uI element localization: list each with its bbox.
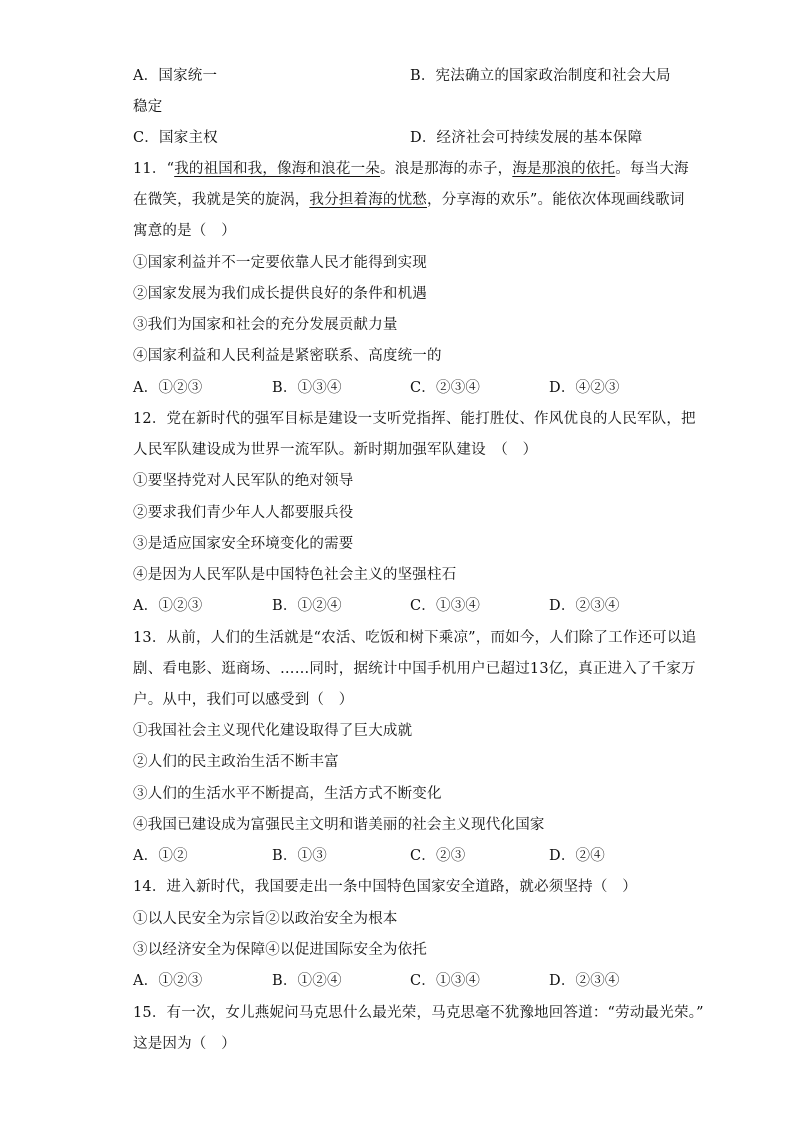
q13-statement-1: ①我国社会主义现代化建设取得了巨大成就 [133,723,413,739]
q11-stem-line3: 寓意的是（ ） [133,223,236,239]
q12-stem-line2: 人民军队建设成为世界一流军队。新时期加强军队建设 （ ） [133,442,538,458]
q11-text-4: ，分享海的欢乐”。能依次体现画线歌词 [427,192,685,208]
q12-option-d[interactable]: D．②③④ [549,598,620,614]
q11-text-2: 。每当大海 [615,161,689,177]
q14-statements-line2: ③以经济安全为保障④以促进国际安全为依托 [133,942,427,958]
q11-option-c[interactable]: C．②③④ [410,380,481,396]
q13-stem-line3: 户。从中，我们可以感受到（ ） [133,692,354,708]
q10-option-b-continuation: 稳定 [133,99,163,115]
q11-statement-2: ②国家发展为我们成长提供良好的条件和机遇 [133,286,427,302]
q13-option-d[interactable]: D．②④ [549,848,605,864]
q13-option-b[interactable]: B．①③ [272,848,327,864]
q14-statements-line1: ①以人民安全为宗旨②以政治安全为根本 [133,911,398,927]
q12-stem-line1: 12．党在新时代的强军目标是建设一支听党指挥、能打胜仗、作风优良的人民军队，把 [133,411,696,427]
q11-option-a[interactable]: A．①②③ [133,380,203,396]
q13-option-a[interactable]: A．①② [133,848,188,864]
q12-statement-3: ③是适应国家安全环境变化的需要 [133,536,354,552]
q11-underlined-lyric-3: 我分担着海的忧愁 [309,192,428,208]
q13-statement-2: ②人们的民主政治生活不断丰富 [133,754,339,770]
q10-option-c[interactable]: C．国家主权 [133,130,218,146]
q12-statement-2: ②要求我们青少年人人都要服兵役 [133,505,354,521]
q14-option-a[interactable]: A．①②③ [133,973,203,989]
q14-option-b[interactable]: B．①②④ [272,973,342,989]
q12-statement-1: ①要坚持党对人民军队的绝对领导 [133,473,354,489]
q13-statement-3: ③人们的生活水平不断提高，生活方式不断变化 [133,786,442,802]
q14-stem-line1: 14．进入新时代，我国要走出一条中国特色国家安全道路，就必须坚持（ ） [133,879,637,895]
q11-quote-open: “ [166,161,175,177]
q11-text-3: 在微笑，我就是笑的旋涡， [133,192,310,208]
q11-stem-line2 [133,190,685,210]
q14-option-d[interactable]: D．②③④ [549,973,620,989]
q12-option-a[interactable]: A．①②③ [133,598,203,614]
q11-underlined-lyric-2: 海是那浪的依托 [512,161,616,177]
q13-option-c[interactable]: C．②③ [410,848,466,864]
q10-option-d[interactable]: D．经济社会可持续发展的基本保障 [410,130,643,146]
q12-statement-4: ④是因为人民军队是中国特色社会主义的坚强柱石 [133,567,457,583]
q10-option-a[interactable]: A．国家统一 [133,68,218,84]
q11-option-b[interactable]: B．①③④ [272,380,342,396]
q11-statement-3: ③我们为国家和社会的充分发展贡献力量 [133,317,398,333]
q11-number: 11． [133,161,167,177]
q13-stem-line2: 剧、看电影、逛商场、……同时，据统计中国手机用户已超过13亿，真正进入了千家万 [133,661,696,677]
q11-underlined-lyric-1: 我的祖国和我，像海和浪花一朵 [174,161,380,177]
q11-statement-4: ④国家利益和人民利益是紧密联系、高度统一的 [133,348,442,364]
q11-statement-1: ①国家利益并不一定要依靠人民才能得到实现 [133,255,427,271]
q13-stem-line1: 13．从前，人们的生活就是“农活、吃饭和树下乘凉”，而如今，人们除了工作还可以追 [133,630,697,646]
q13-statement-4: ④我国已建设成为富强民主文明和谐美丽的社会主义现代化国家 [133,817,545,833]
q10-option-b[interactable]: B．宪法确立的国家政治制度和社会大局 [410,68,671,84]
q15-stem-line2: 这是因为（ ） [133,1036,236,1052]
q10-options-row1 [133,66,671,86]
q11-text-1: 。浪是那海的赤子， [380,161,513,177]
q15-stem-line1: 15．有一次，女儿燕妮问马克思什么最光荣，马克思毫不犹豫地回答道：“劳动最光荣。” [133,1005,704,1021]
q14-option-c[interactable]: C．①③④ [410,973,481,989]
q11-option-d[interactable]: D．④②③ [549,380,620,396]
q10-options-row2 [133,128,643,148]
q11-stem-line1 [133,159,689,179]
q12-option-b[interactable]: B．①②④ [272,598,342,614]
q12-option-c[interactable]: C．①③④ [410,598,481,614]
